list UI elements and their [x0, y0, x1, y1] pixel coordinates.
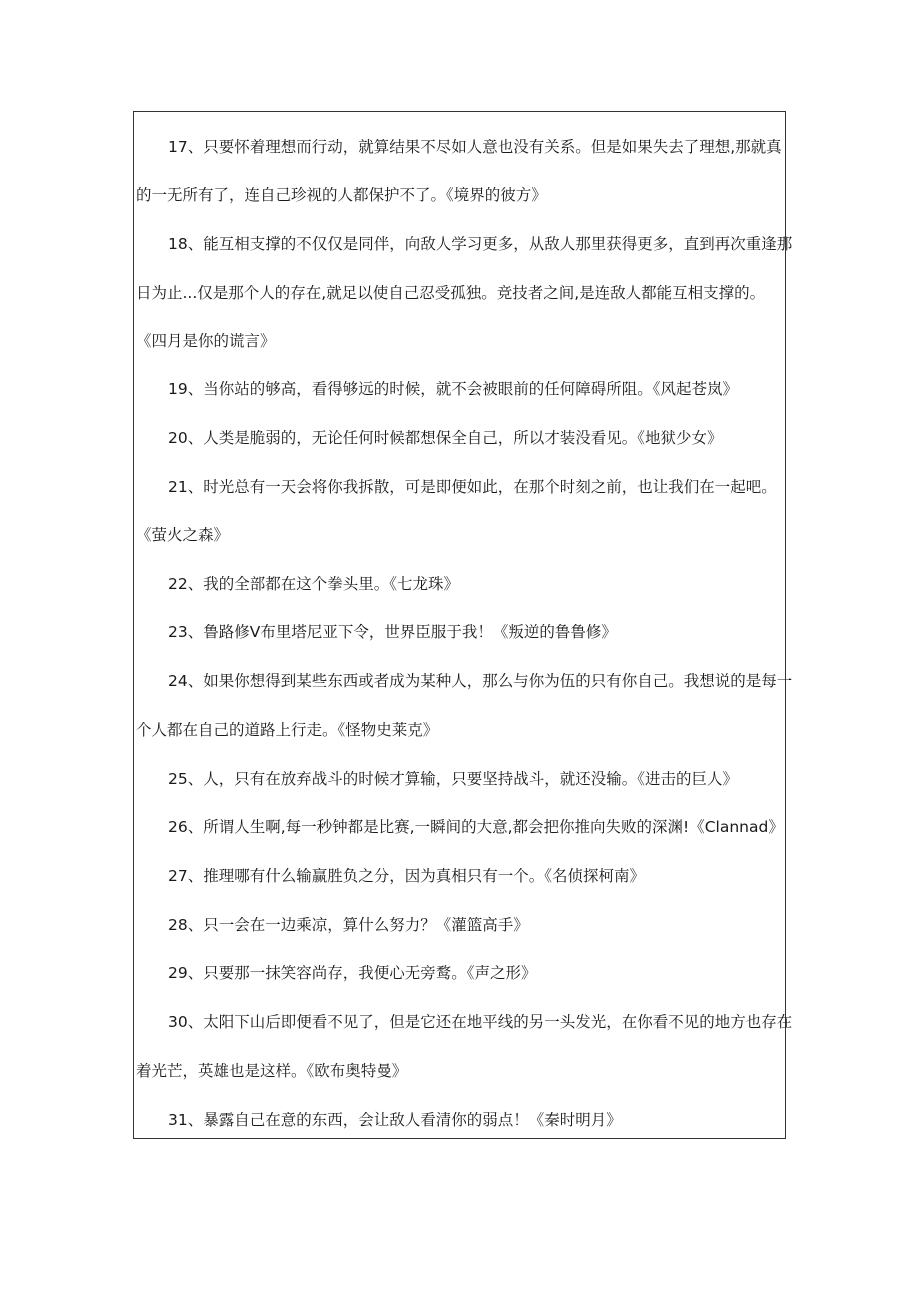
- quote-21-line-1: 21、时光总有一天会将你我拆散，可是即便如此，在那个时刻之前，也让我们在一起吧。: [168, 478, 777, 496]
- quote-19-line-1: 19、当你站的够高，看得够远的时候，就不会被眼前的任何障碍所阻。《风起苍岚》: [168, 380, 738, 398]
- quote-26-line-1: 26、所谓人生啊,每一秒钟都是比赛,一瞬间的大意,都会把你推向失败的深渊!《Clannad》: [168, 818, 784, 836]
- quote-24-line-2: 个人都在自己的道路上行走。《怪物史莱克》: [136, 721, 439, 739]
- quote-25-line-1: 25、人，只有在放弃战斗的时候才算输，只要坚持战斗，就还没输。《进击的巨人》: [168, 770, 738, 788]
- quote-24-line-1: 24、如果你想得到某些东西或者成为某种人，那么与你为伍的只有你自己。我想说的是每一: [168, 672, 793, 690]
- quote-17-line-2: 的一无所有了，连自己珍视的人都保护不了。《境界的彼方》: [136, 186, 547, 204]
- content-table-cell: [133, 111, 793, 1139]
- quote-30-line-2: 着光芒，英雄也是这样。《欧布奥特曼》: [136, 1062, 408, 1080]
- quote-18-line-3: 《四月是你的谎言》: [136, 332, 276, 350]
- quote-29-line-1: 29、只要那一抹笑容尚存，我便心无旁鹜。《声之形》: [168, 964, 537, 982]
- quote-31-line-1: 31、暴露自己在意的东西，会让敌人看清你的弱点！《秦时明月》: [168, 1111, 622, 1129]
- quote-20-line-1: 20、人类是脆弱的，无论任何时候都想保全自己，所以才装没看见。《地狱少女》: [168, 429, 723, 447]
- quote-22-line-1: 22、我的全部都在这个拳头里。《七龙珠》: [168, 575, 459, 593]
- quote-18-line-1: 18、能互相支撑的不仅仅是同伴，向敌人学习更多，从敌人那里获得更多，直到再次重逢那: [168, 235, 793, 253]
- quote-23-line-1: 23、鲁路修V布里塔尼亚下令，世界臣服于我！《叛逆的鲁鲁修》: [168, 623, 617, 641]
- quote-21-line-2: 《萤火之森》: [136, 526, 230, 544]
- quote-30-line-1: 30、太阳下山后即便看不见了，但是它还在地平线的另一头发光，在你看不见的地方也存在: [168, 1013, 793, 1031]
- quote-17-line-1: 17、只要怀着理想而行动，就算结果不尽如人意也没有关系。但是如果失去了理想,那就真: [168, 138, 782, 156]
- quote-18-line-2: 日为止...仅是那个人的存在,就足以使自己忍受孤独。竞技者之间,是连敌人都能互相支撑的。: [136, 284, 766, 302]
- quote-28-line-1: 28、只一会在一边乘凉，算什么努力？《灌篮高手》: [168, 916, 529, 934]
- quote-27-line-1: 27、推理哪有什么输赢胜负之分，因为真相只有一个。《名侦探柯南》: [168, 867, 645, 885]
